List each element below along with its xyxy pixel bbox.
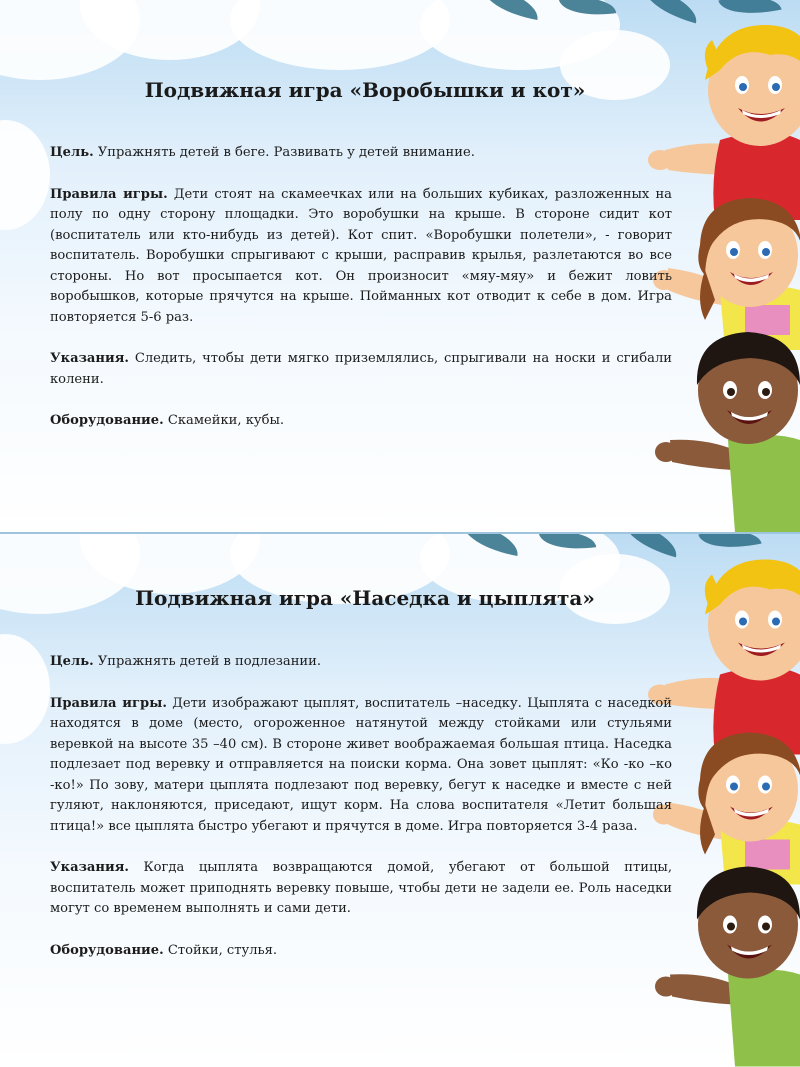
tips-label: Указания. [50, 860, 129, 875]
tips-paragraph [50, 858, 672, 920]
page-title: Подвижная игра «Воробышки и кот» [144, 78, 586, 102]
rules-text: Дети изображают цыплят, воспитатель –наседку. Цыплята с наседкой находятся в доме (место, огороженное натянутой между стойками или стульями веревкой на высоте 35 –40 см). В стороне живет воображаемая большая птица. Наседка подлезает под веревку и отправляется на поиски корма. Она зовет цыплят: «Ко -ко –ко -ко!» По зову, матери цыплята подлезают под веревку, бегут к наседке и вместе с ней гуляют, наклоняются, приседают, ищут корм. На слова воспитателя «Летит большая птица!» все цыплята быстро убегают и прячутся в доме. Игра повторяется 3-4 раза. [50, 695, 672, 834]
equipment-paragraph [50, 941, 672, 962]
tips-label: Указания. [50, 351, 129, 366]
rules-paragraph [50, 185, 672, 329]
rules-paragraph [50, 694, 672, 838]
rules-text: Дети стоят на скамеечках или на больших кубиках, разложенных на полу по одну сторону площадки. Это воробушки на крыше. В стороне сидит кот (воспитатель или кто-нибудь из детей). Кот спит. «Воробушки полетели», - говорит воспитатель. Воробушки спрыгивают с крыши, расправив крылья, разлетаются во все стороны. Но вот просыпается кот. Он произносит «мяу-мяу» и бежит ловить воробышков, которые прячутся на крыше. Пойманных кот отводит к себе в дом. Игра повторяется 5-6 раз. [50, 186, 672, 325]
rules-label: Правила игры. [50, 695, 167, 711]
equipment-paragraph [50, 411, 672, 432]
page-title: Подвижная игра «Наседка и цыплята» [135, 586, 595, 610]
game-card-sparrows [0, 0, 800, 532]
goal-text: Упражнять детей в подлезании. [97, 654, 322, 669]
equipment-text: Скамейки, кубы. [167, 413, 285, 428]
game-card-hen-chicks [0, 534, 800, 1067]
game-description [50, 143, 672, 453]
goal-paragraph [50, 143, 672, 164]
goal-label: Цель. [50, 654, 94, 669]
equipment-text: Стойки, стулья. [167, 942, 278, 958]
equipment-label: Оборудование. [50, 942, 164, 958]
equipment-label: Оборудование. [50, 413, 164, 428]
tips-paragraph [50, 349, 672, 390]
tips-text: Следить, чтобы дети мягко приземлялись, спрыгивали на носки и сгибали колени. [50, 351, 672, 387]
tips-text: Когда цыплята возвращаются домой, убегают от большой птицы, воспитатель может приподнять веревку повыше, чтобы дети не задели ее. Роль наседки могут со временем выполнять и сами дети. [50, 860, 672, 916]
goal-paragraph [50, 652, 672, 673]
game-description [50, 652, 672, 982]
goal-label: Цель. [50, 145, 94, 160]
rules-label: Правила игры. [50, 186, 168, 202]
goal-text: Упражнять детей в беге. Развивать у детей внимание. [97, 145, 475, 160]
